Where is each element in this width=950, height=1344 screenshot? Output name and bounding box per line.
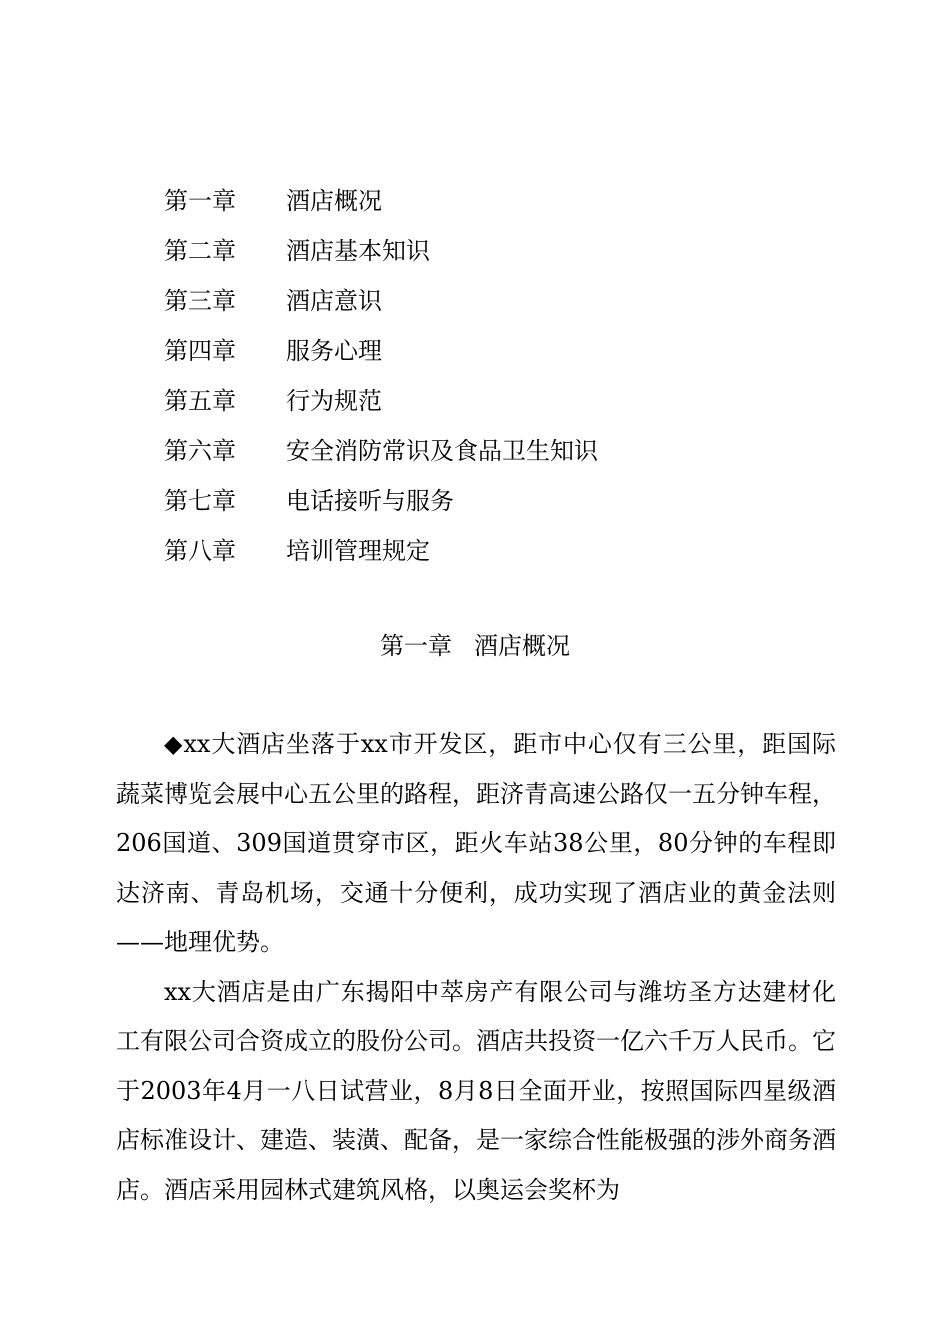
toc-chapter-number: 第三章 bbox=[164, 287, 236, 315]
toc-chapter-title: 行为规范 bbox=[286, 387, 382, 415]
toc-item bbox=[164, 226, 844, 276]
toc-chapter-number: 第二章 bbox=[164, 237, 236, 265]
toc-chapter-title: 服务心理 bbox=[286, 337, 382, 365]
toc-chapter-number: 第五章 bbox=[164, 387, 236, 415]
chapter-heading-number: 第一章 bbox=[380, 632, 452, 660]
chapter-heading-title: 酒店概况 bbox=[474, 632, 570, 660]
toc-chapter-title: 酒店概况 bbox=[286, 187, 382, 215]
toc-chapter-number: 第七章 bbox=[164, 487, 236, 515]
toc-item bbox=[164, 176, 844, 226]
toc-chapter-title: 酒店意识 bbox=[286, 287, 382, 315]
toc-item bbox=[164, 276, 844, 326]
toc-item bbox=[164, 376, 844, 426]
table-of-contents bbox=[164, 176, 844, 576]
toc-chapter-title: 安全消防常识及食品卫生知识 bbox=[286, 437, 598, 465]
toc-item bbox=[164, 526, 844, 576]
chapter-body bbox=[116, 720, 836, 1215]
body-paragraph: ◆xx大酒店坐落于xx市开发区，距市中心仅有三公里，距国际蔬菜博览会展中心五公里的路程，距济青高速公路仅一五分钟车程，206国道、309国道贯穿市区，距火车站38公里，80分钟的车程即达济南、青岛机场，交通十分便利，成功实现了酒店业的黄金法则——地理优势。 bbox=[116, 730, 836, 956]
toc-item bbox=[164, 426, 844, 476]
toc-chapter-number: 第一章 bbox=[164, 187, 236, 215]
toc-chapter-number: 第四章 bbox=[164, 337, 236, 365]
toc-chapter-title: 酒店基本知识 bbox=[286, 237, 430, 265]
toc-item bbox=[164, 326, 844, 376]
toc-chapter-number: 第六章 bbox=[164, 437, 236, 465]
toc-chapter-title: 电话接听与服务 bbox=[286, 487, 454, 515]
body-paragraph: xx大酒店是由广东揭阳中萃房产有限公司与潍坊圣方达建材化工有限公司合资成立的股份公司。酒店共投资一亿六千万人民币。它于2003年4月一八日试营业，8月8日全面开业，按照国际四星级酒店标准设计、建造、装潢、配备，是一家综合性能极强的涉外商务酒店。酒店采用园林式建筑风格，以奥运会奖杯为 bbox=[116, 977, 836, 1204]
chapter-heading bbox=[0, 624, 950, 668]
toc-item bbox=[164, 476, 844, 526]
toc-chapter-title: 培训管理规定 bbox=[286, 537, 430, 565]
toc-chapter-number: 第八章 bbox=[164, 537, 236, 565]
